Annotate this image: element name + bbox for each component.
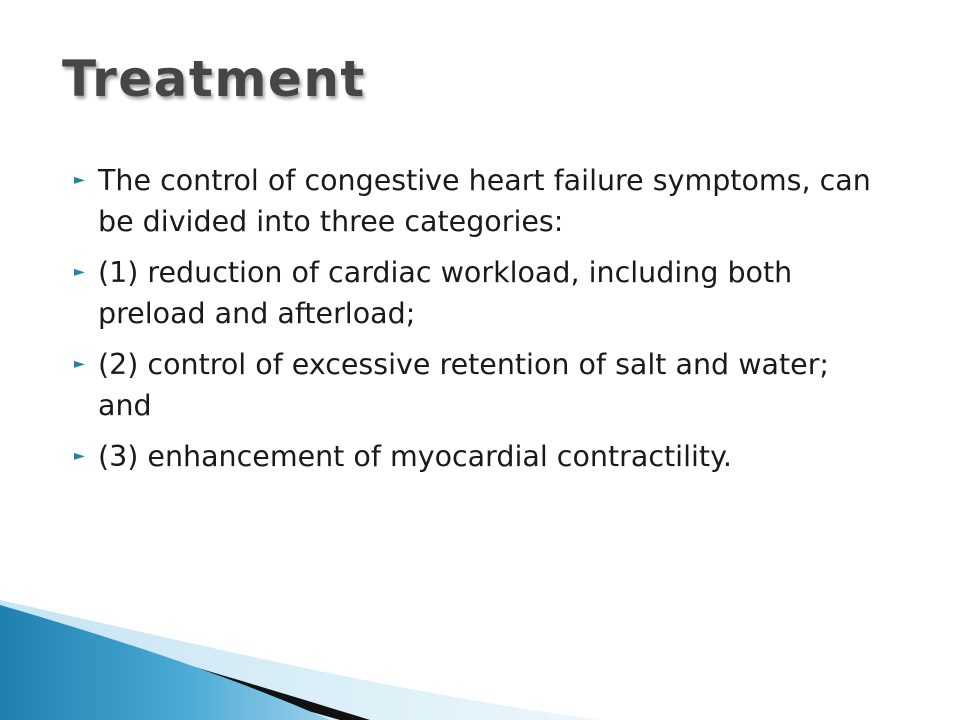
bullet-item xyxy=(72,160,872,242)
triangle-right-icon: ► xyxy=(74,264,85,280)
bullet-text: (1) reduction of cardiac workload, including both preload and afterload; xyxy=(98,256,793,330)
bullet-item xyxy=(72,436,872,477)
bullet-text: (3) enhancement of myocardial contractility. xyxy=(98,440,732,473)
bullet-text: (2) control of excessive retention of salt and water; and xyxy=(98,348,830,422)
triangle-right-icon: ► xyxy=(74,356,85,372)
triangle-right-icon: ► xyxy=(74,172,85,188)
triangle-right-icon: ► xyxy=(74,448,85,464)
bullet-item xyxy=(72,252,872,334)
bullet-list xyxy=(72,160,872,487)
bullet-text: The control of congestive heart failure symptoms, can be divided into three categories: xyxy=(98,164,871,238)
slide-title: Treatment xyxy=(62,50,366,108)
bullet-item xyxy=(72,344,872,426)
